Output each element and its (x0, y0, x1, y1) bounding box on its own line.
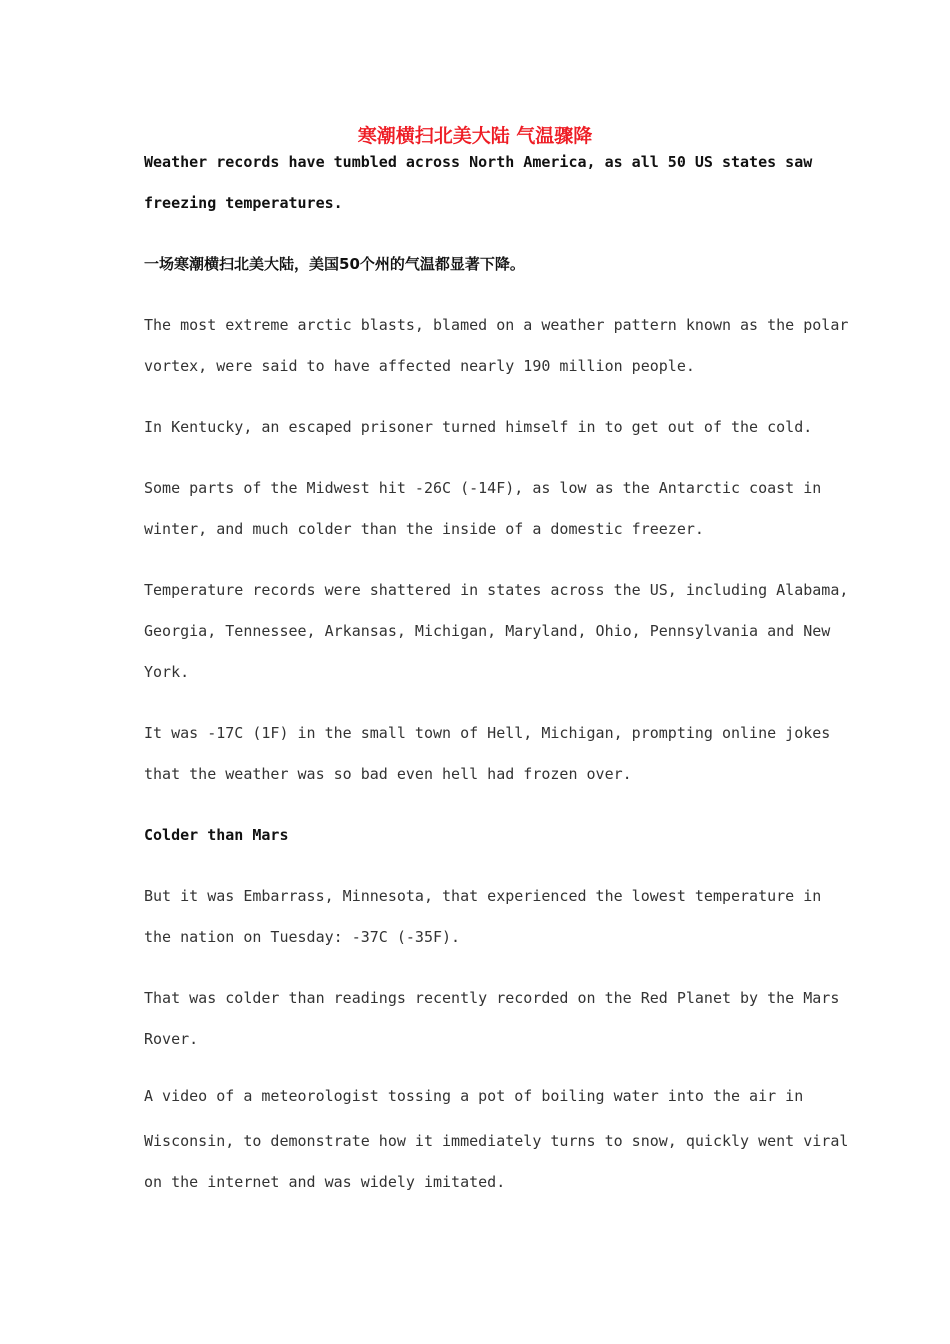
section-subheading: Colder than Mars (144, 826, 289, 844)
paragraph-line: the nation on Tuesday: -37C (-35F). (144, 928, 461, 946)
paragraph-line: Temperature records were shattered in states across the US, including Alabama, (144, 581, 849, 599)
document-title: 寒潮横扫北美大陆 气温骤降 (357, 125, 593, 147)
intro-line: Weather records have tumbled across North America, as all 50 US states saw (144, 153, 813, 171)
paragraph-line: Georgia, Tennessee, Arkansas, Michigan, Maryland, Ohio, Pennsylvania and New (144, 622, 831, 640)
intro-line: freezing temperatures. (144, 194, 343, 212)
paragraph-line: A video of a meteorologist tossing a pot of boiling water into the air in (144, 1087, 804, 1105)
intro-chinese-translation: 一场寒潮横扫北美大陆，美国50个州的气温都显著下降。 (144, 255, 525, 273)
paragraph-line: Rover. (144, 1030, 199, 1048)
paragraph-line: But it was Embarrass, Minnesota, that experienced the lowest temperature in (144, 887, 822, 905)
paragraph-line: on the internet and was widely imitated. (144, 1173, 506, 1191)
paragraph-line: York. (144, 663, 190, 681)
paragraph-line: In Kentucky, an escaped prisoner turned himself in to get out of the cold. (144, 418, 813, 436)
paragraph-line: Some parts of the Midwest hit -26C (-14F), as low as the Antarctic coast in (144, 479, 822, 497)
paragraph-line: That was colder than readings recently recorded on the Red Planet by the Mars (144, 989, 840, 1007)
paragraph-line: It was -17C (1F) in the small town of Hell, Michigan, prompting online jokes (144, 724, 831, 742)
paragraph-line: Wisconsin, to demonstrate how it immediately turns to snow, quickly went viral (144, 1132, 849, 1150)
paragraph-line: vortex, were said to have affected nearly 190 million people. (144, 357, 695, 375)
paragraph-line: winter, and much colder than the inside of a domestic freezer. (144, 520, 704, 538)
paragraph-line: The most extreme arctic blasts, blamed on a weather pattern known as the polar (144, 316, 849, 334)
paragraph-line: that the weather was so bad even hell had frozen over. (144, 765, 632, 783)
